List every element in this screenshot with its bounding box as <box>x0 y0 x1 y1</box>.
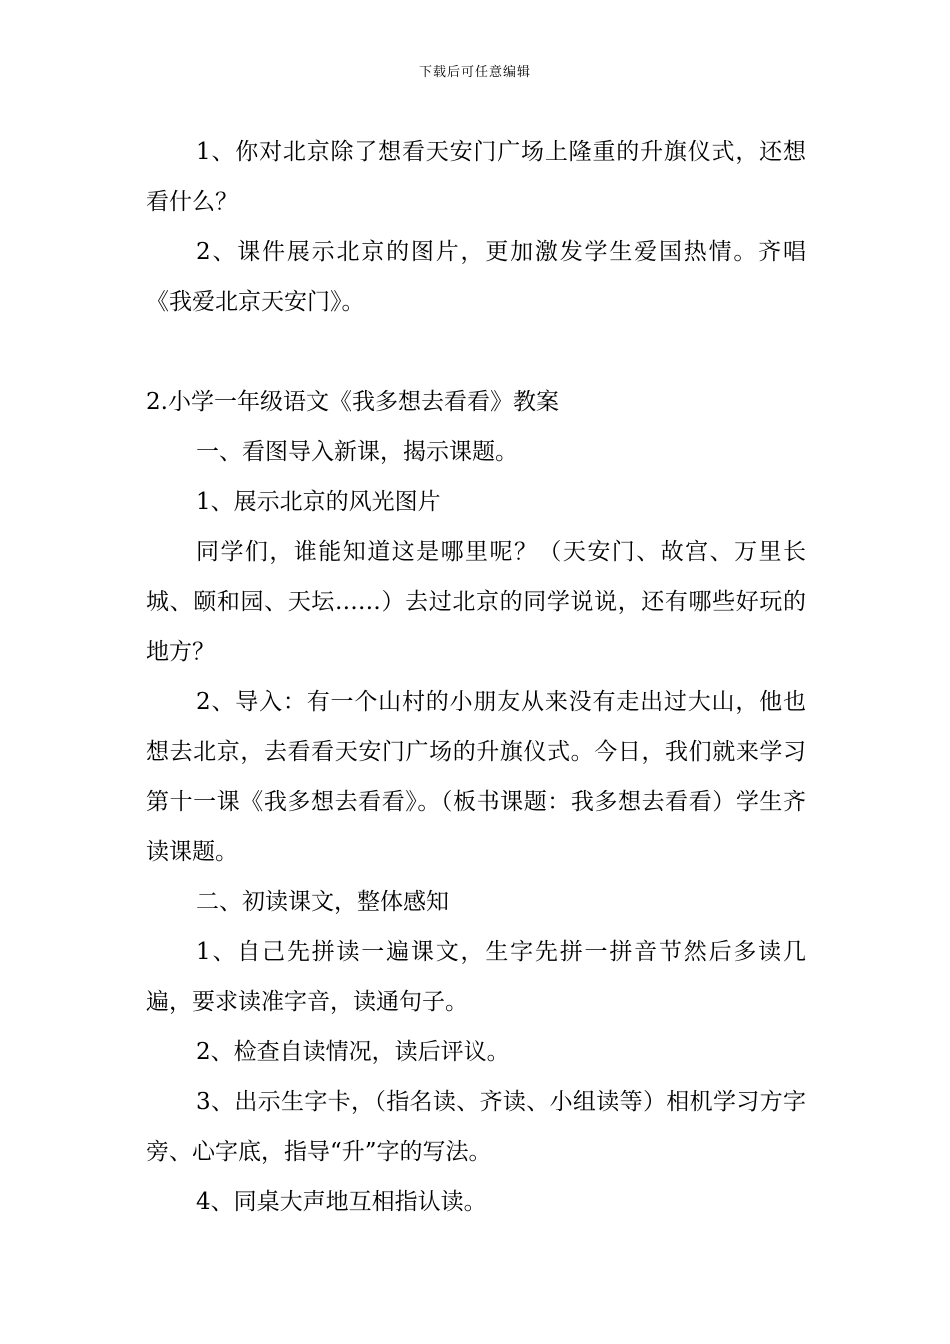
paragraph-2: 2、课件展示北京的图片，更加激发学生爱国热情。齐唱《我爱北京天安门》。 <box>146 239 806 315</box>
paragraph-5: 2、导入：有一个山村的小朋友从来没有走出过大山，他也想去北京，去看看天安门广场的升旗仪式。今日，我们就来学习第十一课《我多想去看看》。（板书课题：我多想去看看）学生齐读课题。 <box>146 689 806 865</box>
paragraph-4: 同学们，谁能知道这是哪里呢？（天安门、故宫、万里长城、颐和园、天坛……）去过北京的同学说说，还有哪些好玩的地方？ <box>146 539 806 665</box>
paragraph-heading-1: 一、看图导入新课，揭示课题。 <box>196 439 518 465</box>
paragraph-3: 1、展示北京的风光图片 <box>196 489 441 515</box>
document-body <box>146 127 806 1227</box>
paragraph-8: 3、出示生字卡，（指名读、齐读、小组读等）相机学习方字旁、心字底，指导“升”字的写法。 <box>146 1089 806 1165</box>
page-header-note: 下载后可任意编辑 <box>418 65 531 80</box>
section-title: 2.小学一年级语文《我多想去看看》教案 <box>146 389 559 415</box>
paragraph-7: 2、检查自读情况，读后评议。 <box>196 1039 510 1065</box>
paragraph-6: 1、自己先拼读一遍课文，生字先拼一拼音节然后多读几遍，要求读准字音，读通句子。 <box>146 939 806 1015</box>
paragraph-gap <box>146 327 806 377</box>
paragraph-9: 4、同桌大声地互相指认读。 <box>196 1189 487 1215</box>
paragraph-1: 1、你对北京除了想看天安门广场上隆重的升旗仪式，还想看什么？ <box>146 139 806 215</box>
paragraph-heading-2: 二、初读课文，整体感知 <box>196 889 449 915</box>
